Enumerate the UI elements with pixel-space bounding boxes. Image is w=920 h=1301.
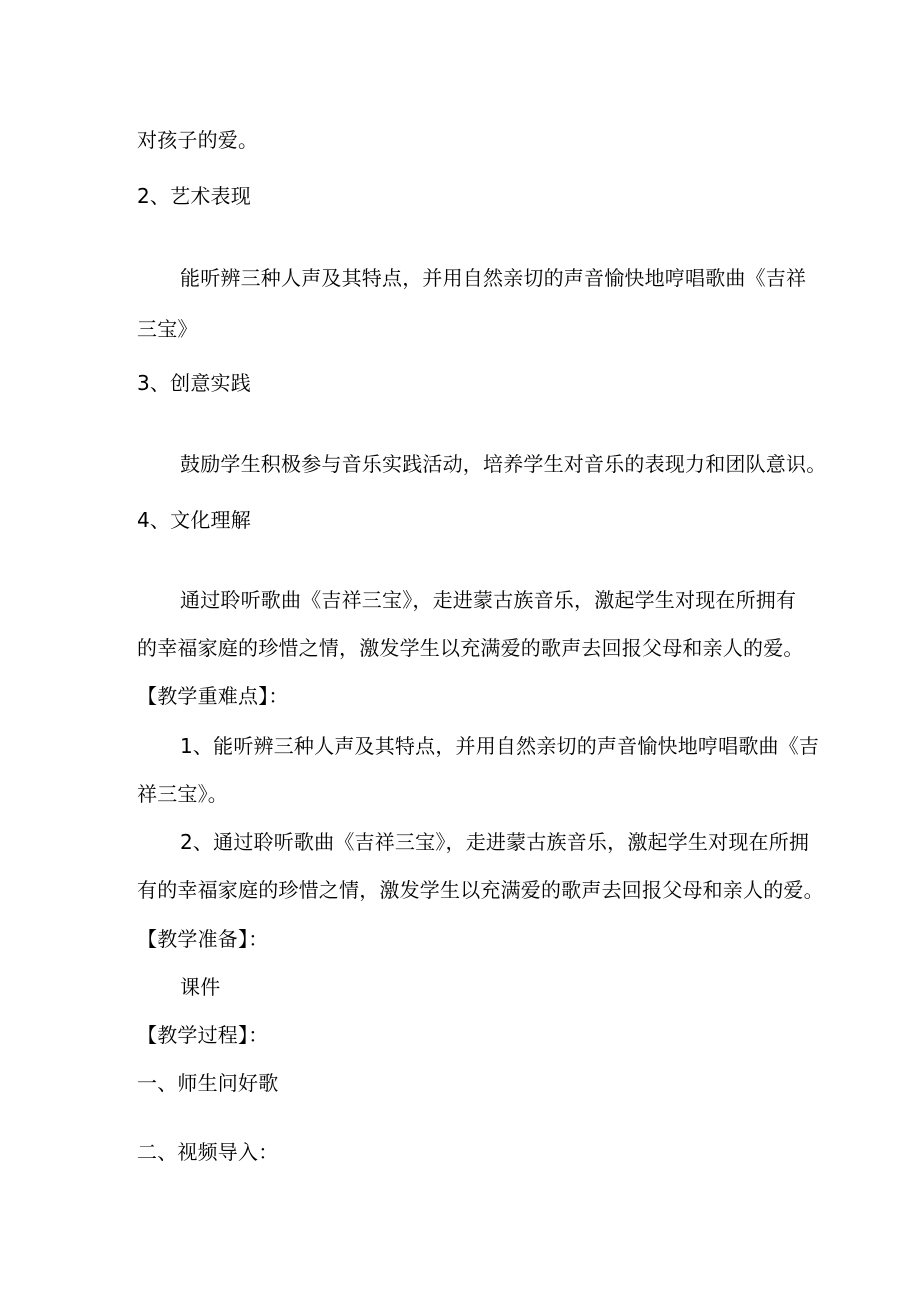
section-heading-video-intro: 二、视频导入：	[137, 1140, 279, 1164]
text-line: 鼓励学生积极参与音乐实践活动，培养学生对音乐的表现力和团队意识。	[180, 452, 827, 476]
text-line: 祥三宝》。	[137, 782, 228, 806]
section-heading-greeting-song: 一、师生问好歌	[137, 1071, 279, 1095]
section-heading-process: 【教学过程】：	[137, 1023, 269, 1047]
section-heading-cultural-understanding: 4、文化理解	[137, 508, 251, 532]
text-line: 三宝》	[137, 317, 198, 341]
text-line: 能听辨三种人声及其特点，并用自然亲切的声音愉快地哼唱歌曲《吉祥	[180, 266, 807, 290]
text-line: 1、能听辨三种人声及其特点，并用自然亲切的声音愉快地哼唱歌曲《吉	[180, 734, 820, 758]
section-heading-creative-practice: 3、创意实践	[137, 371, 251, 395]
text-line: 对孩子的爱。	[137, 128, 259, 152]
text-line: 有的幸福家庭的珍惜之情，激发学生以充满爱的歌声去回报父母和亲人的爱。	[137, 878, 824, 902]
text-line: 通过聆听歌曲《吉祥三宝》，走进蒙古族音乐，激起学生对现在所拥有	[180, 588, 797, 612]
section-heading-preparation: 【教学准备】：	[137, 927, 269, 951]
text-line: 的幸福家庭的珍惜之情，激发学生以充满爱的歌声去回报父母和亲人的爱。	[137, 636, 804, 660]
section-heading-key-points: 【教学重难点】：	[137, 684, 289, 708]
text-line: 课件	[180, 975, 221, 999]
section-heading-artistic-expression: 2、艺术表现	[137, 184, 251, 208]
text-line: 2、通过聆听歌曲《吉祥三宝》，走进蒙古族音乐，激起学生对现在所拥	[180, 830, 810, 854]
